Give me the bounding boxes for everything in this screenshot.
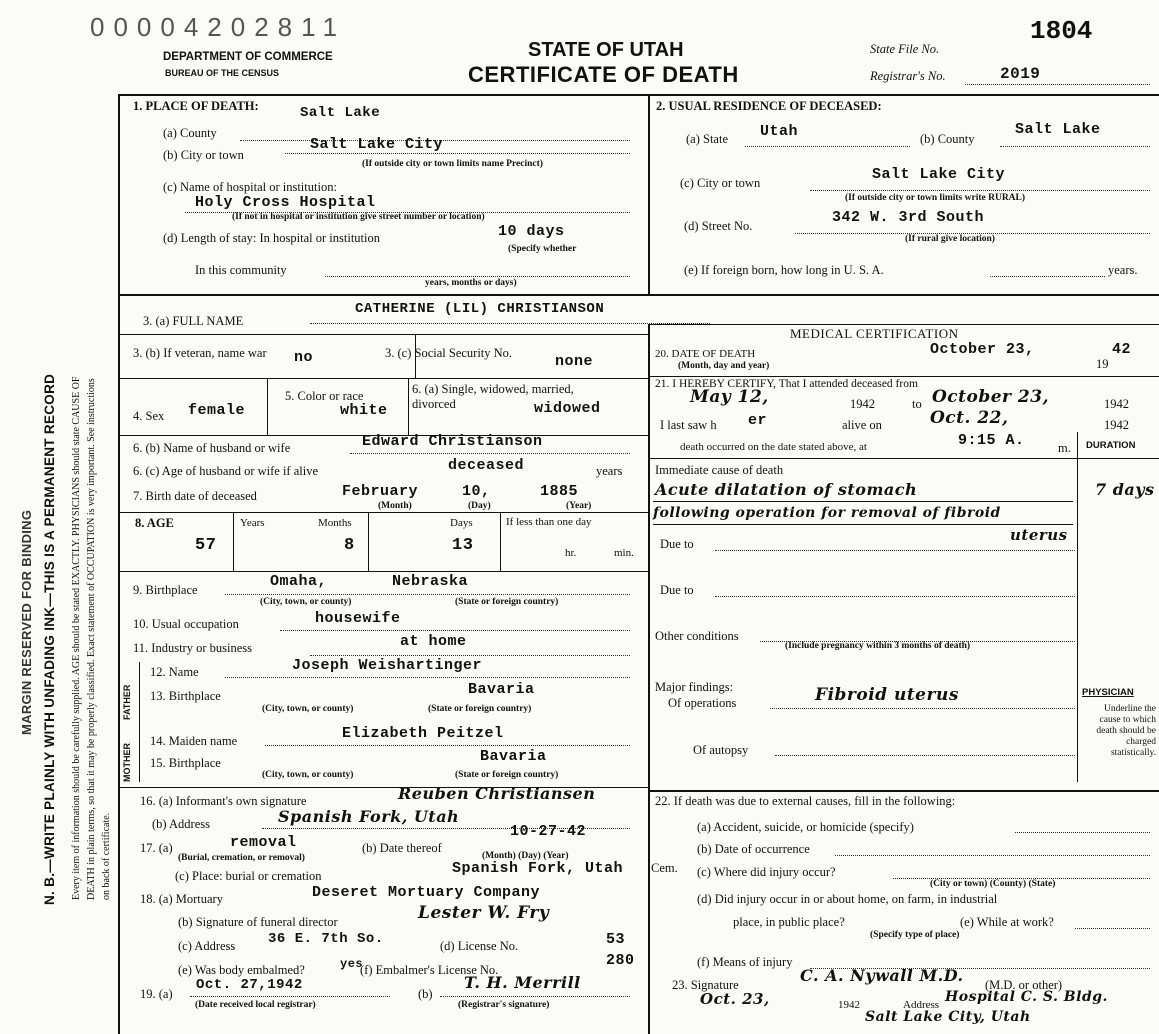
res-state-label: (a) State <box>686 132 728 146</box>
to-label: to <box>912 397 922 411</box>
mother-birthplace-label: 15. Birthplace <box>150 756 221 770</box>
father-name-label: 12. Name <box>150 665 199 679</box>
alive-on-date: Oct. 22, <box>930 408 1009 428</box>
spouse-age-unit: years <box>596 464 623 478</box>
physician-address-label: Address <box>903 999 940 1011</box>
community-note: years, months or days) <box>425 278 517 288</box>
external-b-label: (b) Date of occurrence <box>697 842 810 856</box>
state-file-number: 1804 <box>1030 16 1093 46</box>
foreign-years-label: years. <box>1108 263 1138 277</box>
alive-on-year: 1942 <box>1104 418 1129 432</box>
attended-from-year: 1942 <box>850 397 875 411</box>
birthplace-note-state: (State or foreign country) <box>455 597 559 607</box>
age-months-label: Months <box>318 517 352 529</box>
place-of-death-label: 1. PLACE OF DEATH: <box>133 99 259 113</box>
occupation-value: housewife <box>315 610 401 627</box>
informant-address-label: (b) Address <box>152 817 210 831</box>
operations-value: Fibroid uterus <box>815 685 959 705</box>
external-c-label: (c) Where did injury occur? <box>697 865 836 879</box>
social-security-value: none <box>555 353 594 370</box>
occupation-label: 10. Usual occupation <box>133 617 239 631</box>
page-title: CERTIFICATE OF DEATH <box>468 62 739 87</box>
res-state-value: Utah <box>760 123 799 140</box>
industry-value: at home <box>400 633 467 650</box>
spouse-age-label: 6. (c) Age of husband or wife if alive <box>133 464 319 478</box>
marital-value: widowed <box>534 400 601 417</box>
res-street-value: 342 W. 3rd South <box>832 209 985 226</box>
attended-to-year: 1942 <box>1104 397 1129 411</box>
burial-place-label: (c) Place: burial or cremation <box>175 869 322 883</box>
birthplace-state: Nebraska <box>392 573 469 590</box>
embalmed-value: yes <box>340 957 364 971</box>
immediate-cause-2: following operation for removal of fibroid <box>653 505 1001 521</box>
medical-cert-header: MEDICAL CERTIFICATION <box>790 326 959 341</box>
res-county-label: (b) County <box>920 132 975 146</box>
margin-ink-notice: N. B.—WRITE PLAINLY WITH UNFADING INK—THIS IS A PERMANENT RECORD <box>42 373 57 905</box>
social-security-label: 3. (c) Social Security No. <box>385 346 513 360</box>
informant-sig-label: 16. (a) Informant's own signature <box>140 794 307 808</box>
external-e-label: (e) While at work? <box>960 915 1054 929</box>
immediate-cause-label: Immediate cause of death <box>655 463 784 477</box>
external-cause-label: 22. If death was due to external causes, fill in the following: <box>655 794 956 808</box>
physician-address-2: Salt Lake City, Utah <box>865 1009 1031 1025</box>
received-note: (Date received local registrar) <box>195 1000 316 1010</box>
mortuary-value: Deseret Mortuary Company <box>312 884 541 901</box>
residence-label: 2. USUAL RESIDENCE OF DECEASED: <box>656 99 882 113</box>
age-months-value: 8 <box>344 536 355 555</box>
mother-place-note-city: (City, town, or county) <box>262 770 354 780</box>
veteran-label: 3. (b) If veteran, name war <box>133 346 267 360</box>
birth-day: 10, <box>462 483 491 500</box>
death-city-note: (If outside city or town limits name Precinct) <box>362 159 543 169</box>
external-f-label: (f) Means of injury <box>697 955 793 969</box>
father-birthplace-label: 13. Birthplace <box>150 689 221 703</box>
birth-date-label: 7. Birth date of deceased <box>133 489 257 503</box>
physician-signature: C. A. Nywall M.D. <box>800 966 964 985</box>
age-min-label: min. <box>614 547 634 559</box>
spouse-label: 6. (b) Name of husband or wife <box>133 441 291 455</box>
registrar-label: Registrar's No. <box>870 69 946 83</box>
margin-instructions-3: on back of certificate. <box>101 812 112 900</box>
burial-label: 17. (a) <box>140 841 173 855</box>
res-street-note: (If rural give location) <box>905 234 995 244</box>
immediate-cause-1: Acute dilatation of stomach <box>655 480 918 499</box>
birthplace-city: Omaha, <box>270 573 328 590</box>
embalmed-label: (e) Was body embalmed? <box>178 963 305 977</box>
hospital-label: (c) Name of hospital or institution: <box>163 180 337 194</box>
external-d-label-2: place, in public place? <box>733 915 845 929</box>
burial-place-value: Spanish Fork, Utah <box>452 860 624 877</box>
autopsy-label: Of autopsy <box>693 743 749 757</box>
physician-sig-label: 23. Signature <box>672 978 739 992</box>
spouse-age-value: deceased <box>448 457 525 474</box>
mother-side-label: MOTHER <box>122 743 132 782</box>
burial-date-note: (Month) (Day) (Year) <box>482 851 569 861</box>
mother-name-label: 14. Maiden name <box>150 734 238 748</box>
full-name-label: 3. (a) FULL NAME <box>143 314 244 328</box>
physician-sig-date: Oct. 23, <box>700 990 770 1008</box>
margin-binding-notice: MARGIN RESERVED FOR BINDING <box>19 509 34 735</box>
external-d-label: (d) Did injury occur in or about home, on farm, in industrial <box>697 892 998 906</box>
stay-value: 10 days <box>498 223 565 240</box>
burial-date-value: 10-27-42 <box>510 823 587 840</box>
due-to-label-1: Due to <box>660 537 694 551</box>
attended-to-date: October 23, <box>932 387 1050 407</box>
physician-address-1: Hospital C. S. Bldg. <box>945 989 1108 1005</box>
external-d-note: (Specify type of place) <box>870 930 960 940</box>
age-years-label: Years <box>240 517 265 529</box>
age-hr-label: hr. <box>565 547 577 559</box>
birth-note-day: (Day) <box>468 501 491 511</box>
res-city-label: (c) City or town <box>680 176 761 190</box>
death-date-label: 20. DATE OF DEATH <box>655 348 756 360</box>
registrar-signature: T. H. Merrill <box>464 973 581 992</box>
burial-note: (Burial, cremation, or removal) <box>178 853 305 863</box>
physician-note: Underline the cause to which death should be charged statistically. <box>1096 704 1156 758</box>
attended-from-date: May 12, <box>690 387 769 407</box>
director-label: (b) Signature of funeral director <box>178 915 338 929</box>
last-saw-label: I last saw h <box>660 418 717 432</box>
father-place-note-state: (State or foreign country) <box>428 704 532 714</box>
death-date-value: October 23, <box>930 341 1035 358</box>
death-county-label: (a) County <box>163 126 217 140</box>
father-name-value: Joseph Weishartinger <box>292 657 483 674</box>
mother-place-note-state: (State or foreign country) <box>455 770 559 780</box>
embalmer-license-value: 280 <box>606 952 635 969</box>
stay-label: (d) Length of stay: In hospital or institution <box>163 231 380 245</box>
embalmer-license-label: (f) Embalmer's License No. <box>360 963 499 977</box>
burial-value: removal <box>230 834 297 851</box>
res-street-label: (d) Street No. <box>684 219 753 233</box>
state-file-label: State File No. <box>870 42 940 56</box>
hospital-value: Holy Cross Hospital <box>195 194 376 211</box>
alive-on-label: alive on <box>842 418 882 432</box>
death-date-note: (Month, day and year) <box>678 361 770 371</box>
sex-label: 4. Sex <box>133 409 165 423</box>
father-side-label: FATHER <box>122 684 132 720</box>
birthplace-label: 9. Birthplace <box>133 583 198 597</box>
operations-label: Of operations <box>668 696 737 710</box>
mortuary-address-value: 36 E. 7th So. <box>268 931 384 947</box>
industry-label: 11. Industry or business <box>133 641 252 655</box>
department-label: DEPARTMENT OF COMMERCE <box>163 51 333 63</box>
physician-sig-year: 1942 <box>838 999 860 1011</box>
mortuary-label: 18. (a) Mortuary <box>140 892 223 906</box>
due-to-label-2: Due to <box>660 583 694 597</box>
race-label: 5. Color or race <box>285 389 364 403</box>
immediate-cause-3: uterus <box>1010 526 1068 544</box>
death-city-value: Salt Lake City <box>310 136 444 153</box>
bureau-label: BUREAU OF THE CENSUS <box>165 68 280 78</box>
sex-value: female <box>188 402 246 419</box>
major-findings-label: Major findings: <box>655 680 734 694</box>
license-label: (d) License No. <box>440 939 519 953</box>
received-label: 19. (a) <box>140 987 173 1001</box>
under-day-label: If less than one day <box>506 516 592 528</box>
director-signature: Lester W. Fry <box>418 903 550 923</box>
state-title: STATE OF UTAH <box>528 39 684 61</box>
birth-month: February <box>342 483 419 500</box>
duration-label: DURATION <box>1086 440 1136 451</box>
margin-instructions-2: DEATH in plain terms, so that it may be properly classified. Exact statement of OCCUPATION is very important. See instructions <box>86 378 97 900</box>
death-year-prefix: 19 <box>1096 357 1109 371</box>
cemetery-label: Cem. <box>651 861 678 875</box>
license-value: 53 <box>606 931 626 948</box>
physician-label: PHYSICIAN <box>1082 687 1134 698</box>
md-label: (M.D. or other) <box>985 978 1063 992</box>
external-c-note: (City or town) (County) (State) <box>930 879 1056 889</box>
registrar-note: (Registrar's signature) <box>458 1000 550 1010</box>
age-years-value: 57 <box>195 536 217 555</box>
registrar-number: 2019 <box>1000 65 1041 83</box>
certify-label: 21. I HEREBY CERTIFY, That I attended deceased from <box>655 378 918 390</box>
full-name-value: CATHERINE (LIL) CHRISTIANSON <box>355 301 605 317</box>
community-label: In this community <box>195 263 287 277</box>
hospital-note: (If not in hospital or institution give street number or location) <box>232 212 485 222</box>
race-value: white <box>340 402 388 419</box>
res-county-value: Salt Lake <box>1015 121 1101 138</box>
father-birthplace-value: Bavaria <box>468 681 535 698</box>
death-occurred-label: death occurred on the date stated above, at <box>680 441 867 453</box>
burial-date-label: (b) Date thereof <box>362 841 442 855</box>
res-city-value: Salt Lake City <box>872 166 1006 183</box>
foreign-born-label: (e) If foreign born, how long in U. S. A. <box>684 263 884 277</box>
res-city-note: (If outside city or town limits write RURAL) <box>845 193 1026 203</box>
death-year-value: 42 <box>1112 341 1132 358</box>
margin-instructions-1: Every item of information should be carefully supplied. AGE should be stated EXACTLY. PHYSICIANS should state CAUSE OF <box>71 376 82 900</box>
marital-label: 6. (a) Single, widowed, married, divorced <box>412 382 574 411</box>
external-a-label: (a) Accident, suicide, or homicide (specify) <box>697 820 914 834</box>
other-conditions-note: (Include pregnancy within 3 months of death) <box>785 641 971 651</box>
received-date-value: Oct. 27,1942 <box>196 977 303 993</box>
mother-name-value: Elizabeth Peitzel <box>342 725 504 742</box>
stay-note: (Specify whether <box>508 244 577 254</box>
birth-year: 1885 <box>540 483 579 500</box>
mother-birthplace-value: Bavaria <box>480 748 547 765</box>
birthplace-note-city: (City, town, or county) <box>260 597 352 607</box>
birth-note-year: (Year) <box>566 501 592 511</box>
age-days-label: Days <box>450 517 473 529</box>
death-time-value: 9:15 A. <box>958 432 1025 449</box>
spouse-value: Edward Christianson <box>362 433 543 450</box>
age-label: 8. AGE <box>135 516 174 530</box>
death-county-value-top: Salt Lake <box>300 105 381 121</box>
father-place-note-city: (City, town, or county) <box>262 704 354 714</box>
death-time-unit: m. <box>1058 441 1071 455</box>
age-days-value: 13 <box>452 536 474 555</box>
death-city-label: (b) City or town <box>163 148 244 162</box>
informant-signature: Reuben Christiansen <box>398 784 596 803</box>
mortuary-address-label: (c) Address <box>178 939 236 953</box>
stamp-number: 00004202811 <box>90 12 347 42</box>
duration-value: 7 days <box>1095 480 1155 499</box>
other-conditions-label: Other conditions <box>655 629 739 643</box>
informant-address: Spanish Fork, Utah <box>278 807 460 826</box>
registrar-sig-label: (b) <box>418 987 433 1001</box>
birth-note-month: (Month) <box>378 501 412 511</box>
veteran-value: no <box>294 349 314 366</box>
last-saw-value: er <box>748 412 768 429</box>
